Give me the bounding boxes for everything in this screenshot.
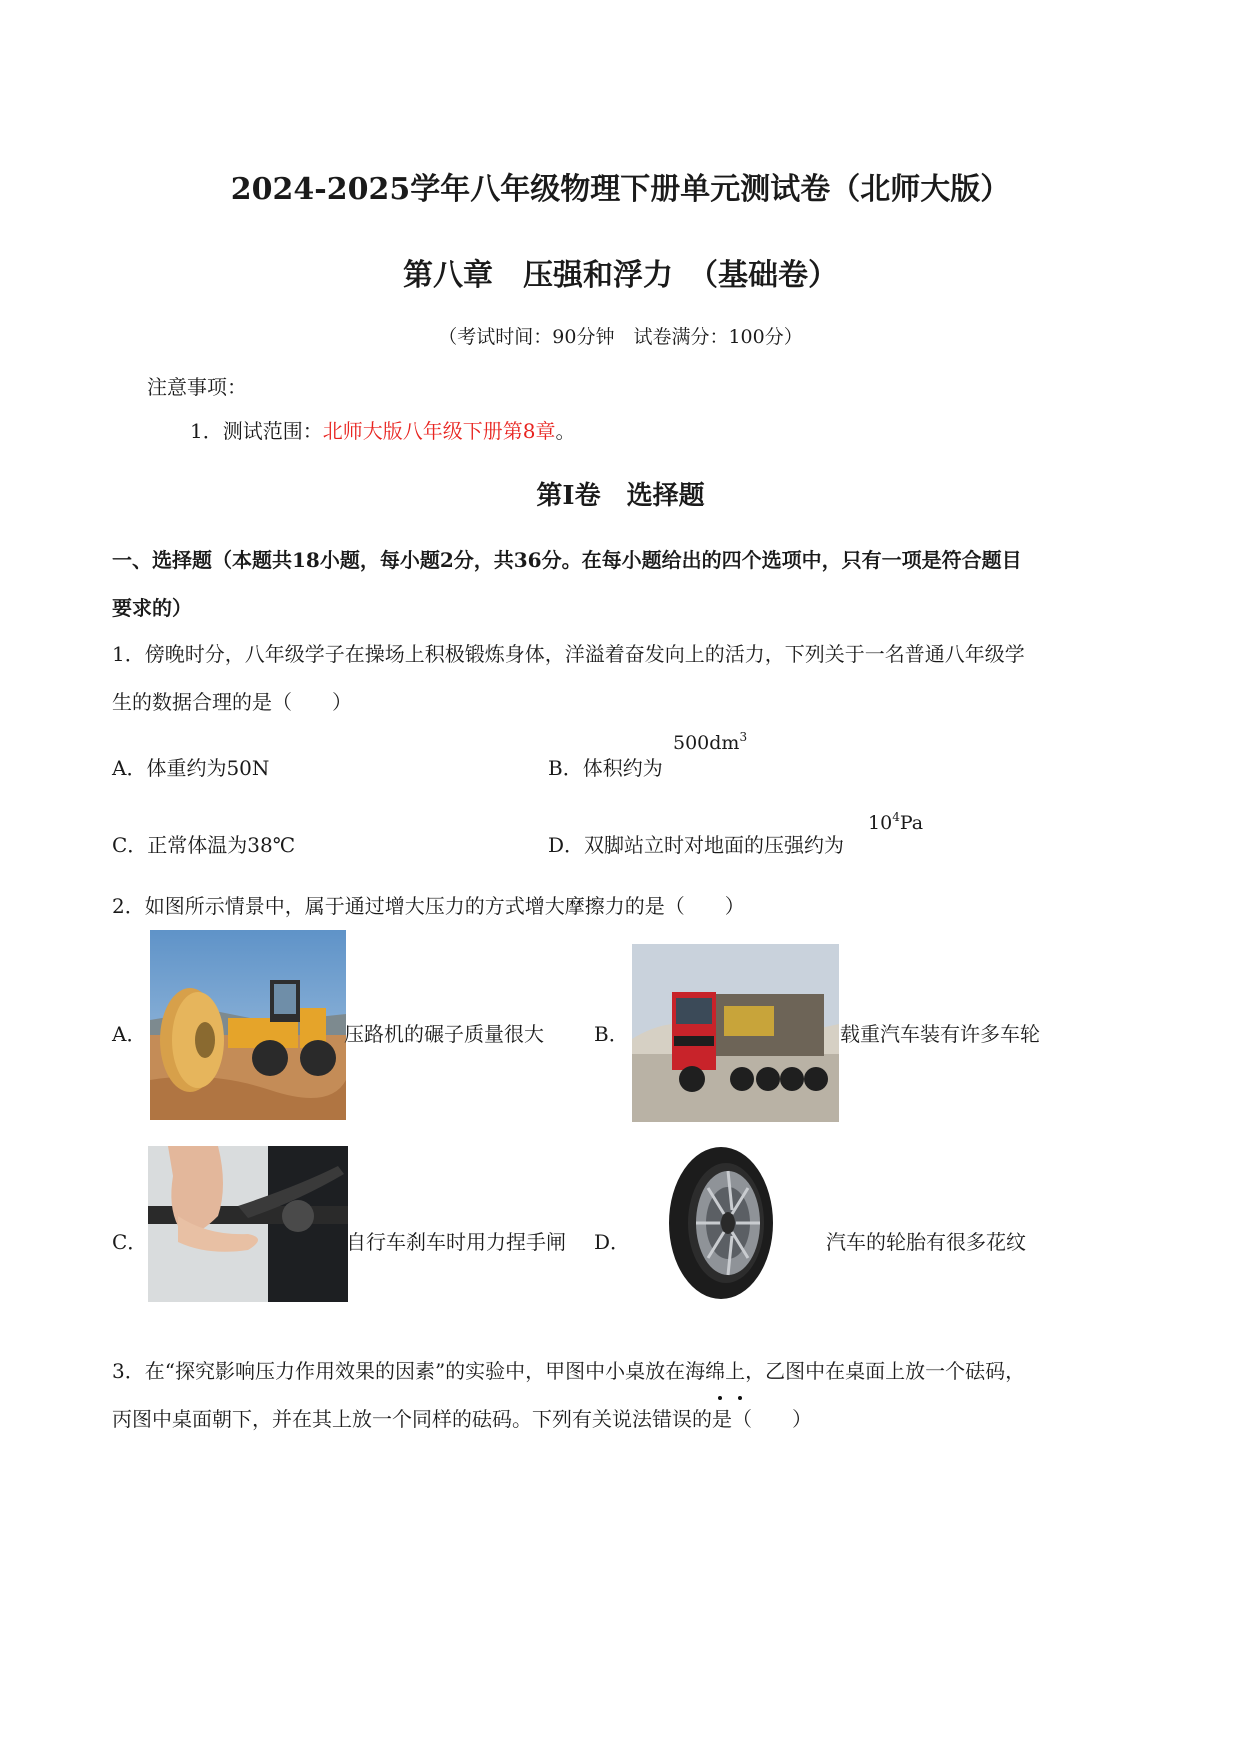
q1-option-b-exponent: 3 <box>739 730 748 744</box>
road-roller-image <box>150 930 346 1120</box>
q1-option-d-base: 10 <box>868 812 893 834</box>
q2-option-b-letter: B． <box>594 1022 629 1046</box>
q3-stem-line2: 丙图中桌面朝下，并在其上放一个同样的砝码。下列有关说法错误的是（ ） <box>112 1407 812 1431</box>
q1-option-b: B．体积约为 <box>548 756 663 780</box>
q2-option-d-text: 汽车的轮胎有很多花纹 <box>826 1230 1026 1254</box>
notice-label: 注意事项： <box>147 375 247 399</box>
q1-option-a: A．体重约为50N <box>112 756 270 780</box>
q1-option-b-formula <box>673 730 747 754</box>
q2-stem: 2．如图所示情景中，属于通过增大压力的方式增大摩擦力的是（ ） <box>112 894 745 918</box>
notice-item <box>190 415 575 444</box>
q2-option-a-letter: A． <box>112 1022 147 1046</box>
document-title: 2024-2025学年八年级物理下册单元测试卷（北师大版） <box>230 172 1011 207</box>
part-heading-line1: 一、选择题（本题共18小题，每小题2分，共36分。在每小题给出的四个选项中，只有一项是符合题目 <box>112 548 1022 572</box>
part-heading-line2: 要求的） <box>112 596 192 620</box>
q1-option-d-exponent: 4 <box>892 810 900 824</box>
q1-option-d-unit: Pa <box>899 812 924 834</box>
q2-option-b-text: 载重汽车装有许多车轮 <box>840 1022 1040 1046</box>
notice-item-scope: 北师大版八年级下册第8章 <box>322 419 556 443</box>
q2-option-c-letter: C． <box>112 1230 148 1254</box>
q2-option-d-letter: D． <box>594 1230 631 1254</box>
bicycle-brake-image <box>148 1146 348 1302</box>
q1-option-c: C．正常体温为38℃ <box>112 833 296 857</box>
notice-item-prefix: 1．测试范围： <box>190 419 323 443</box>
q2-option-c-text: 自行车刹车时用力捏手闸 <box>346 1230 566 1254</box>
q2-option-a-text: 压路机的碾子质量很大 <box>344 1022 544 1046</box>
notice-item-suffix: 。 <box>555 419 576 443</box>
q1-option-b-value: 500dm <box>673 732 740 754</box>
q1-stem-line1: 1．傍晚时分，八年级学子在操场上积极锻炼身体，洋溢着奋发向上的活力，下列关于一名普通八年级学 <box>112 642 1025 666</box>
car-tire-image <box>656 1140 786 1305</box>
emphasis-dot <box>738 1396 742 1400</box>
q3-stem-line1: 3．在“探究影响压力作用效果的因素”的实验中，甲图中小桌放在海绵上，乙图中在桌面上放一个砝码， <box>112 1359 1026 1383</box>
chapter-title: 第八章 压强和浮力 （基础卷） <box>403 258 838 293</box>
exam-info: （考试时间：90分钟 试卷满分：100分） <box>438 326 803 348</box>
q1-option-d-formula <box>868 810 923 834</box>
heavy-truck-image <box>632 944 839 1122</box>
q1-stem-line2: 生的数据合理的是（ ） <box>112 690 352 714</box>
section-title: 第Ⅰ卷 选择题 <box>536 481 705 511</box>
emphasis-dot <box>718 1396 722 1400</box>
q1-option-d: D．双脚站立时对地面的压强约为 <box>548 833 845 857</box>
